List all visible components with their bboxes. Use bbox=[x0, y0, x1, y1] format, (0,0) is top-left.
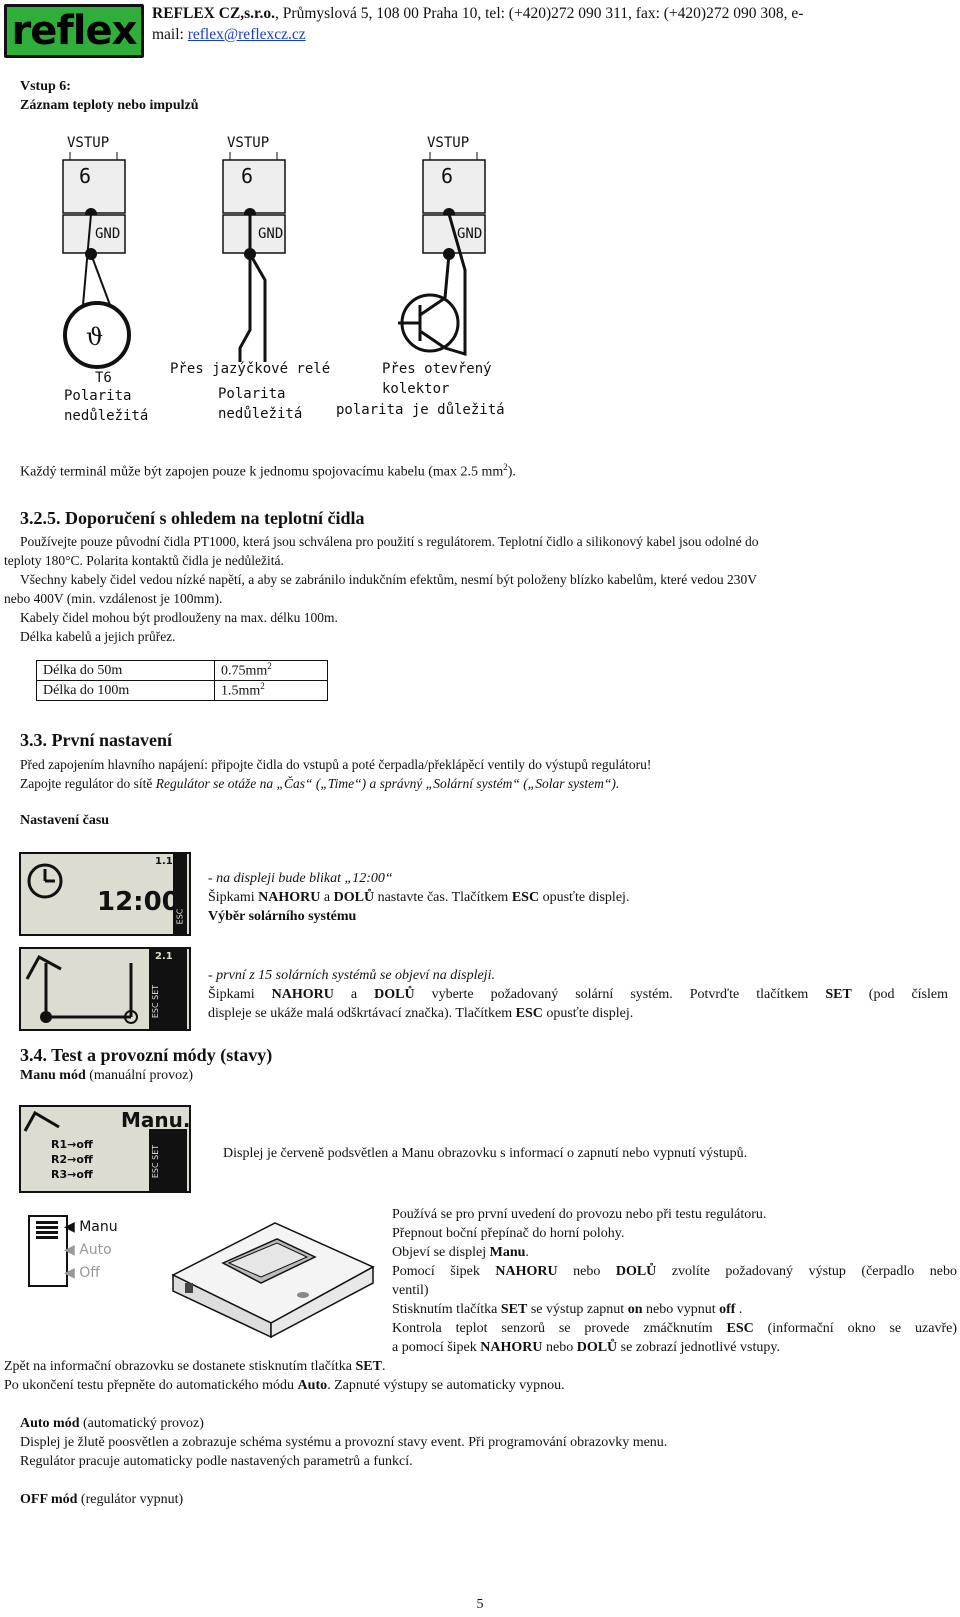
system-line1: Šipkami NAHORU a DOLŮ vyberte požadovaný solární systém. Potvrďte tlačítkem SET (pod číslem bbox=[208, 987, 948, 1002]
section-33-body bbox=[20, 755, 940, 793]
off-mode-title: OFF mód (regulátor vypnut) bbox=[20, 1492, 184, 1507]
switch-label-manu: ◀ Manu bbox=[64, 1219, 118, 1235]
vstup-label-1: VSTUP bbox=[67, 135, 110, 151]
lcd-time: 12:00 bbox=[97, 887, 180, 917]
manu-line-3: Objeví se displej Manu. bbox=[392, 1245, 529, 1260]
sensor2-line1: Přes jazýčkové relé bbox=[170, 361, 331, 377]
section-33-p1: Před zapojením hlavního napájení: připojte čidla do vstupů a poté čerpadla/překlápěcí ventily do výstupů regulátoru! bbox=[20, 757, 652, 772]
logo-text: reflex bbox=[7, 7, 141, 55]
table-cell-length: Délka do 50m bbox=[37, 661, 215, 681]
cable-table bbox=[36, 660, 328, 701]
lcd-relay-3: R3→off bbox=[51, 1168, 93, 1181]
sensor1-name: T6 bbox=[95, 370, 112, 386]
arrow-left-icon: ◀ bbox=[64, 1242, 80, 1258]
lcd-code: 2.1 bbox=[155, 951, 173, 962]
manu-line-9: Po ukončení testu přepněte do automatického módu Auto. Zapnuté výstupy se automaticky vypnou. bbox=[4, 1378, 565, 1393]
input-title-line1: Vstup 6: bbox=[20, 79, 71, 94]
lcd-display-time bbox=[19, 852, 191, 936]
terminal-block-1 bbox=[63, 135, 148, 424]
wiring-diagram bbox=[55, 130, 545, 430]
lcd-display-system bbox=[19, 947, 191, 1031]
section-33-p2: Zapojte regulátor do sítě Regulátor se otáže na „Čas“ („Time“) a správný „Solární systém“ („Solar system“). bbox=[20, 776, 620, 791]
auto-mode-p2: Regulátor pracuje automaticky podle nastavených parametrů a funkcí. bbox=[20, 1454, 413, 1469]
terminal-number-2: 6 bbox=[241, 164, 254, 188]
lcd-side-label: ESC bbox=[175, 908, 185, 925]
section-33-heading: 3.3. První nastavení bbox=[20, 730, 173, 750]
section-325-p4: Délka kabelů a jejich průřez. bbox=[20, 629, 176, 644]
time-setting-heading: Nastavení času bbox=[20, 813, 110, 828]
note-text: Každý terminál může být zapojen pouze k jednomu spojovacímu kabelu (max 2.5 mm bbox=[20, 464, 504, 480]
header-contact bbox=[152, 3, 952, 45]
section-325-p1b: teploty 180°C. Polarita kontaktů čidla je nedůležitá. bbox=[4, 553, 284, 568]
system-note: - první z 15 solárních systémů se objeví na displeji. bbox=[208, 968, 495, 983]
terminal-note bbox=[20, 458, 516, 482]
time-arrows-line: Šipkami NAHORU a DOLŮ nastavte čas. Tlačítkem ESC opusťte displej. bbox=[208, 890, 630, 905]
input-title-line2: Záznam teploty nebo impulzů bbox=[20, 98, 199, 113]
lcd-display-manu bbox=[19, 1105, 191, 1193]
manu-mode-instructions bbox=[392, 1205, 957, 1357]
table-cell-section: $1.5mm^2$ bbox=[215, 681, 328, 701]
input-title bbox=[20, 77, 199, 115]
company-name: REFLEX CZ,s.r.o. bbox=[152, 5, 276, 22]
auto-mode-title: Auto mód (automatický provoz) bbox=[20, 1416, 204, 1431]
manu-line-4b: ventil) bbox=[392, 1283, 429, 1298]
manu-line-6: Kontrola teplot senzorů se provede zmáčknutím ESC (informační okno se uzavře) bbox=[392, 1321, 957, 1336]
note-sup: 2 bbox=[503, 462, 508, 472]
sensor1-line1: Polarita bbox=[64, 388, 132, 404]
table-row bbox=[37, 661, 328, 681]
gnd-label-2: GND bbox=[258, 226, 284, 242]
section-325-body bbox=[4, 532, 940, 646]
arrow-left-icon: ◀ bbox=[64, 1219, 80, 1235]
auto-mode-section bbox=[20, 1414, 940, 1471]
switch-label-auto: ◀ Auto bbox=[64, 1242, 112, 1258]
system-instructions bbox=[208, 966, 948, 1023]
lcd-code: 1.1 bbox=[155, 856, 173, 867]
table-cell-section: $0.75mm^2$ bbox=[215, 661, 328, 681]
arrow-left-icon: ◀ bbox=[64, 1265, 80, 1281]
manu-line-4: Pomocí šipek NAHORU nebo DOLŮ zvolíte požadovaný výstup (čerpadlo nebo bbox=[392, 1264, 957, 1279]
company-address: , Průmyslová 5, 108 00 Praha 10, tel: (+420)272 090 311, fax: (+420)272 090 308, e- bbox=[275, 5, 804, 22]
manu-display-desc: Displej je červeně podsvětlen a Manu obrazovku s informací o zapnutí nebo vypnutí výstupů. bbox=[223, 1146, 748, 1161]
lcd-side-label: ESC SET bbox=[151, 1144, 161, 1179]
vstup-label-2: VSTUP bbox=[227, 135, 270, 151]
table-row bbox=[37, 681, 328, 701]
mode-switch-labels bbox=[64, 1216, 118, 1285]
terminal-number-1: 6 bbox=[79, 164, 92, 188]
lcd-side-label: ESC SET bbox=[151, 984, 161, 1019]
note-end: ). bbox=[507, 464, 516, 480]
section-325-p2: Všechny kabely čidel vedou nízké napětí, a aby se zabránilo indukčním efektům, nesmí být položeny blízko kabelům, které vedou 230V bbox=[20, 572, 758, 587]
switch-knob bbox=[36, 1221, 58, 1241]
mode-switch bbox=[28, 1215, 68, 1287]
section-325-heading: 3.2.5. Doporučení s ohledem na teplotní čidla bbox=[20, 508, 365, 528]
section-325-p1: Používejte pouze původní čidla PT1000, která jsou schválena pro použití s regulátorem. Teplotní čidlo a silikonový kabel jsou odolné do bbox=[20, 534, 759, 549]
email-link[interactable]: reflex@reflexcz.cz bbox=[187, 26, 306, 43]
lcd-relay-1: R1→off bbox=[51, 1138, 93, 1151]
manu-line-2: Přepnout boční přepínač do horní polohy. bbox=[392, 1226, 625, 1241]
sensor2-line2: Polarita bbox=[218, 386, 286, 402]
sensor3-line1: Přes otevřený bbox=[382, 361, 492, 377]
manu-line-1: Používá se pro první uvedení do provozu nebo při testu regulátoru. bbox=[392, 1207, 767, 1222]
section-34-heading: 3.4. Test a provozní módy (stavy) bbox=[20, 1045, 273, 1065]
controller-device-illustration bbox=[165, 1205, 380, 1340]
lcd-relay-list bbox=[51, 1137, 93, 1182]
mail-label: mail: bbox=[152, 26, 188, 43]
manu-line-7: a pomocí šipek NAHORU nebo DOLŮ se zobrazí jednotlivé vstupy. bbox=[392, 1340, 780, 1355]
manu-line-5: Stisknutím tlačítka SET se výstup zapnut on nebo vypnut off . bbox=[392, 1302, 743, 1317]
manu-mode-title: Manu mód (manuální provoz) bbox=[20, 1068, 194, 1083]
terminal-block-3 bbox=[336, 135, 505, 418]
reflex-logo bbox=[4, 4, 144, 58]
time-instructions bbox=[208, 869, 948, 926]
table-cell-length: Délka do 100m bbox=[37, 681, 215, 701]
gnd-label-3: GND bbox=[457, 226, 483, 242]
section-325-p2b: nebo 400V (min. vzdálenost je 100mm). bbox=[4, 591, 223, 606]
page-number: 5 bbox=[476, 1597, 484, 1612]
sensor3-line2: kolektor bbox=[382, 381, 450, 397]
lcd-manu-title: Manu. bbox=[121, 1108, 191, 1132]
sensor1-line2: nedůležitá bbox=[64, 408, 149, 424]
section-325-p3: Kabely čidel mohou být prodlouženy na max. délku 100m. bbox=[20, 610, 338, 625]
vstup-label-3: VSTUP bbox=[427, 135, 470, 151]
sensor-theta-symbol: ϑ bbox=[86, 323, 104, 351]
gnd-label-1: GND bbox=[95, 226, 121, 242]
terminal-number-3: 6 bbox=[441, 164, 454, 188]
switch-label-off: ◀ Off bbox=[64, 1265, 100, 1281]
auto-mode-p1: Displej je žlutě poosvětlen a zobrazuje schéma systému a provozní stavy event. Při programování obrazovky menu. bbox=[20, 1435, 668, 1450]
time-blink-note: - na displeji bude blikat „12:00“ bbox=[208, 871, 393, 886]
system-line2: displeje se ukáže malá odškrtávací značka). Tlačítkem ESC opusťte displej. bbox=[208, 1006, 634, 1021]
solar-system-heading: Výběr solárního systému bbox=[208, 909, 357, 924]
sensor2-line3: nedůležitá bbox=[218, 406, 303, 422]
terminal-block-2 bbox=[170, 135, 330, 422]
manu-line-8: Zpět na informační obrazovku se dostanete stisknutím tlačítka SET. bbox=[4, 1359, 386, 1374]
lcd-relay-2: R2→off bbox=[51, 1153, 93, 1166]
manu-mode-footer bbox=[4, 1357, 944, 1395]
sensor3-line3: polarita je důležitá bbox=[336, 402, 505, 418]
